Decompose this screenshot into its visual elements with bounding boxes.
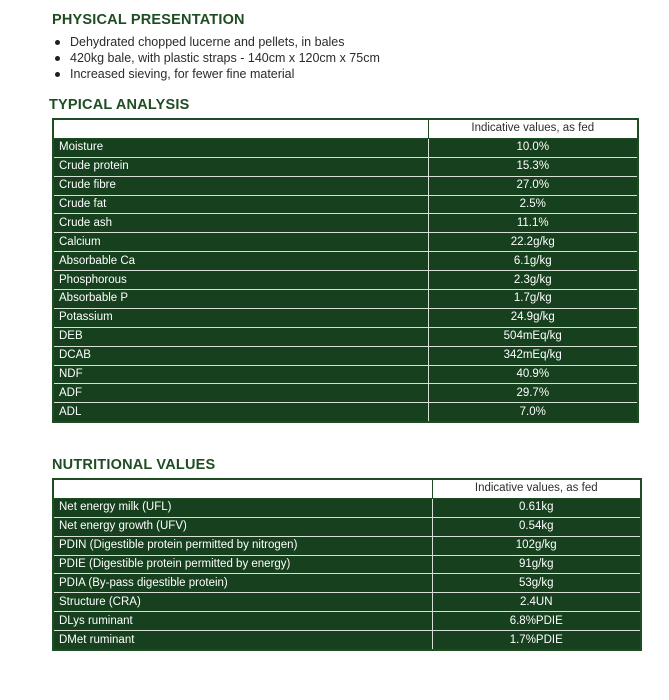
table-row xyxy=(53,214,638,233)
bullet-icon xyxy=(55,40,60,45)
typical-analysis-heading: TYPICAL ANALYSIS xyxy=(49,97,190,113)
list-item xyxy=(52,34,380,50)
bullet-icon xyxy=(55,72,60,77)
table-row xyxy=(53,593,641,612)
row-label: Structure (CRA) xyxy=(53,593,432,612)
physical-presentation-heading: PHYSICAL PRESENTATION xyxy=(52,12,245,28)
row-label: Calcium xyxy=(53,233,428,252)
physical-presentation-list xyxy=(52,34,380,82)
table-row xyxy=(53,498,641,517)
bullet-icon xyxy=(55,56,60,61)
row-value: 0.61kg xyxy=(432,498,641,517)
row-label: PDIA (By-pass digestible protein) xyxy=(53,574,432,593)
table-header-row xyxy=(53,119,638,138)
nutritional-values-table xyxy=(52,478,642,651)
row-value: 6.1g/kg xyxy=(428,252,638,271)
table-row xyxy=(53,403,638,422)
header-blank-cell xyxy=(53,119,428,138)
row-value: 102g/kg xyxy=(432,536,641,555)
table-row xyxy=(53,327,638,346)
table-header-row xyxy=(53,479,641,498)
table-row xyxy=(53,138,638,157)
row-label: Phosphorous xyxy=(53,271,428,290)
row-label: ADL xyxy=(53,403,428,422)
header-value-cell: Indicative values, as fed xyxy=(428,119,638,138)
row-label: DCAB xyxy=(53,346,428,365)
row-label: Potassium xyxy=(53,308,428,327)
row-value: 1.7g/kg xyxy=(428,290,638,309)
row-value: 2.3g/kg xyxy=(428,271,638,290)
row-label: ADF xyxy=(53,384,428,403)
list-item xyxy=(52,50,380,66)
table-row xyxy=(53,631,641,650)
row-label: Crude fibre xyxy=(53,176,428,195)
table-row xyxy=(53,384,638,403)
row-value: 342mEq/kg xyxy=(428,346,638,365)
table-row xyxy=(53,157,638,176)
row-label: Absorbable P xyxy=(53,290,428,309)
row-value: 0.54kg xyxy=(432,517,641,536)
typical-analysis-table xyxy=(52,118,639,423)
table-row xyxy=(53,346,638,365)
table-row xyxy=(53,233,638,252)
row-value: 2.5% xyxy=(428,195,638,214)
row-label: DEB xyxy=(53,327,428,346)
row-value: 27.0% xyxy=(428,176,638,195)
table-row xyxy=(53,517,641,536)
row-label: DMet ruminant xyxy=(53,631,432,650)
row-value: 53g/kg xyxy=(432,574,641,593)
row-label: Moisture xyxy=(53,138,428,157)
row-value: 40.9% xyxy=(428,365,638,384)
row-label: NDF xyxy=(53,365,428,384)
table-row xyxy=(53,271,638,290)
row-value: 6.8%PDIE xyxy=(432,612,641,631)
row-label: Crude protein xyxy=(53,157,428,176)
row-value: 24.9g/kg xyxy=(428,308,638,327)
table-row xyxy=(53,612,641,631)
list-item-text: 420kg bale, with plastic straps - 140cm x 120cm x 75cm xyxy=(70,51,380,65)
row-label: Crude ash xyxy=(53,214,428,233)
table-row xyxy=(53,536,641,555)
row-value: 10.0% xyxy=(428,138,638,157)
table-row xyxy=(53,365,638,384)
row-value: 7.0% xyxy=(428,403,638,422)
row-label: Net energy milk (UFL) xyxy=(53,498,432,517)
row-value: 22.2g/kg xyxy=(428,233,638,252)
row-value: 15.3% xyxy=(428,157,638,176)
table-row xyxy=(53,555,641,574)
row-label: PDIN (Digestible protein permitted by nitrogen) xyxy=(53,536,432,555)
row-value: 1.7%PDIE xyxy=(432,631,641,650)
table-row xyxy=(53,252,638,271)
row-value: 504mEq/kg xyxy=(428,327,638,346)
list-item xyxy=(52,66,380,82)
row-label: Absorbable Ca xyxy=(53,252,428,271)
list-item-text: Dehydrated chopped lucerne and pellets, in bales xyxy=(70,35,345,49)
table-row xyxy=(53,308,638,327)
row-value: 11.1% xyxy=(428,214,638,233)
table-row xyxy=(53,195,638,214)
row-value: 29.7% xyxy=(428,384,638,403)
row-label: Net energy growth (UFV) xyxy=(53,517,432,536)
row-label: Crude fat xyxy=(53,195,428,214)
row-value: 2.4UN xyxy=(432,593,641,612)
list-item-text: Increased sieving, for fewer fine material xyxy=(70,67,295,81)
table-row xyxy=(53,176,638,195)
row-label: DLys ruminant xyxy=(53,612,432,631)
header-value-cell: Indicative values, as fed xyxy=(432,479,641,498)
header-blank-cell xyxy=(53,479,432,498)
nutritional-values-heading: NUTRITIONAL VALUES xyxy=(52,457,216,473)
table-row xyxy=(53,290,638,309)
table-row xyxy=(53,574,641,593)
row-label: PDIE (Digestible protein permitted by energy) xyxy=(53,555,432,574)
row-value: 91g/kg xyxy=(432,555,641,574)
